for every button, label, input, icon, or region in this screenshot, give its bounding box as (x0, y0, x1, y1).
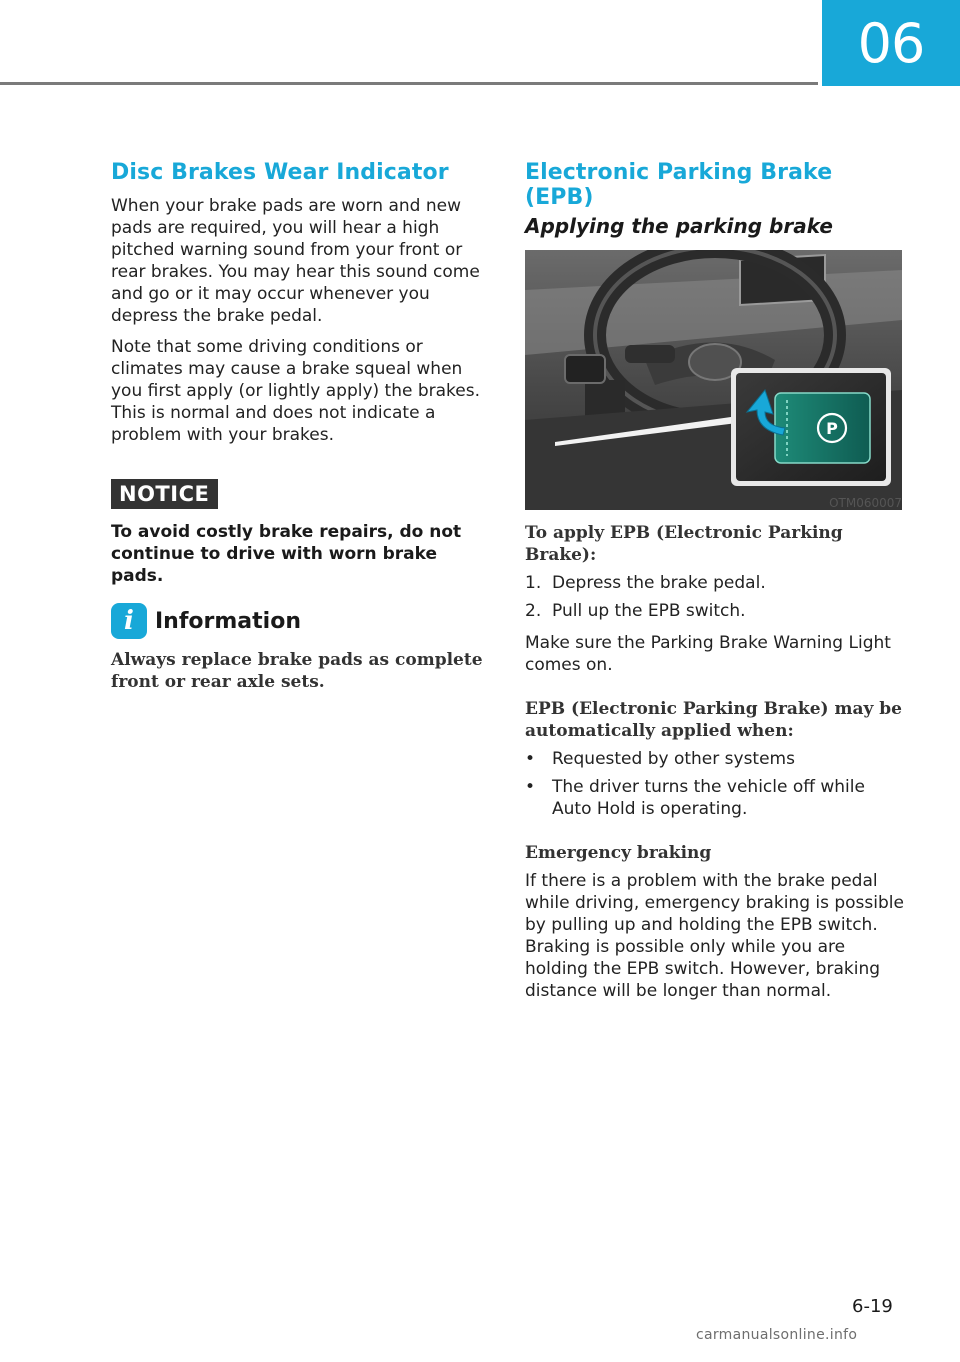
epb-dashboard-illustration (525, 250, 902, 510)
epb-subheading: Applying the parking brake (525, 214, 833, 238)
emergency-braking-text: If there is a problem with the brake pedal while driving, emergency braking is possible by pulling up and holding the EPB switch. Braking is possible only while you are holding the EPB switch. However, braking distance will be longer than normal. (525, 871, 904, 1001)
right-column (525, 160, 905, 1011)
site-watermark: carmanualsonline.info (696, 1327, 858, 1343)
svg-text:P: P (826, 419, 838, 438)
apply-epb-heading: To apply EPB (Electronic Parking Brake): (525, 523, 843, 565)
information-header (111, 603, 483, 639)
step-number: 1. (525, 573, 542, 593)
figure-code: OTM060007 (829, 496, 902, 510)
bullet-text: Requested by other systems (552, 749, 795, 769)
apply-steps-list (525, 572, 905, 622)
list-item (525, 776, 905, 820)
information-icon-letter: i (124, 606, 134, 636)
disc-brakes-heading: Disc Brakes Wear Indicator (111, 160, 449, 185)
epb-figure (525, 250, 902, 510)
information-title: Information (155, 608, 301, 634)
information-icon (111, 603, 147, 639)
auto-apply-heading: EPB (Electronic Parking Brake) may be automatically applied when: (525, 699, 902, 741)
make-sure-text: Make sure the Parking Brake Warning Light comes on. (525, 633, 891, 675)
left-column (111, 160, 483, 693)
header-rule (0, 82, 818, 85)
bullet-icon: • (525, 777, 536, 797)
epb-heading: Electronic Parking Brake (EPB) (525, 160, 833, 210)
bullet-icon: • (525, 749, 536, 769)
auto-apply-list (525, 748, 905, 820)
notice-text: To avoid costly brake repairs, do not continue to drive with worn brake pads. (111, 522, 462, 586)
disc-brakes-paragraph-1: When your brake pads are worn and new pads are required, you will hear a high pitched warning sound from your front or rear brakes. You may hear this sound come and go or it may occur whenever you depress the brake pedal. (111, 196, 480, 326)
step-text: Depress the brake pedal. (552, 573, 766, 593)
list-item (525, 600, 905, 622)
list-item (525, 572, 905, 594)
list-item (525, 748, 905, 770)
bullet-text: The driver turns the vehicle off while Auto Hold is operating. (552, 777, 865, 819)
chapter-tab: 06 (822, 0, 960, 86)
information-text: Always replace brake pads as complete front or rear axle sets. (111, 650, 483, 692)
disc-brakes-paragraph-2: Note that some driving conditions or climates may cause a brake squeal when you first apply (or lightly apply) the brakes. This is normal and does not indicate a problem with your brakes. (111, 337, 481, 445)
page-number: 6-19 (852, 1296, 893, 1317)
emergency-braking-heading: Emergency braking (525, 843, 712, 863)
step-text: Pull up the EPB switch. (552, 601, 746, 621)
step-number: 2. (525, 601, 542, 621)
notice-badge: NOTICE (111, 479, 218, 509)
